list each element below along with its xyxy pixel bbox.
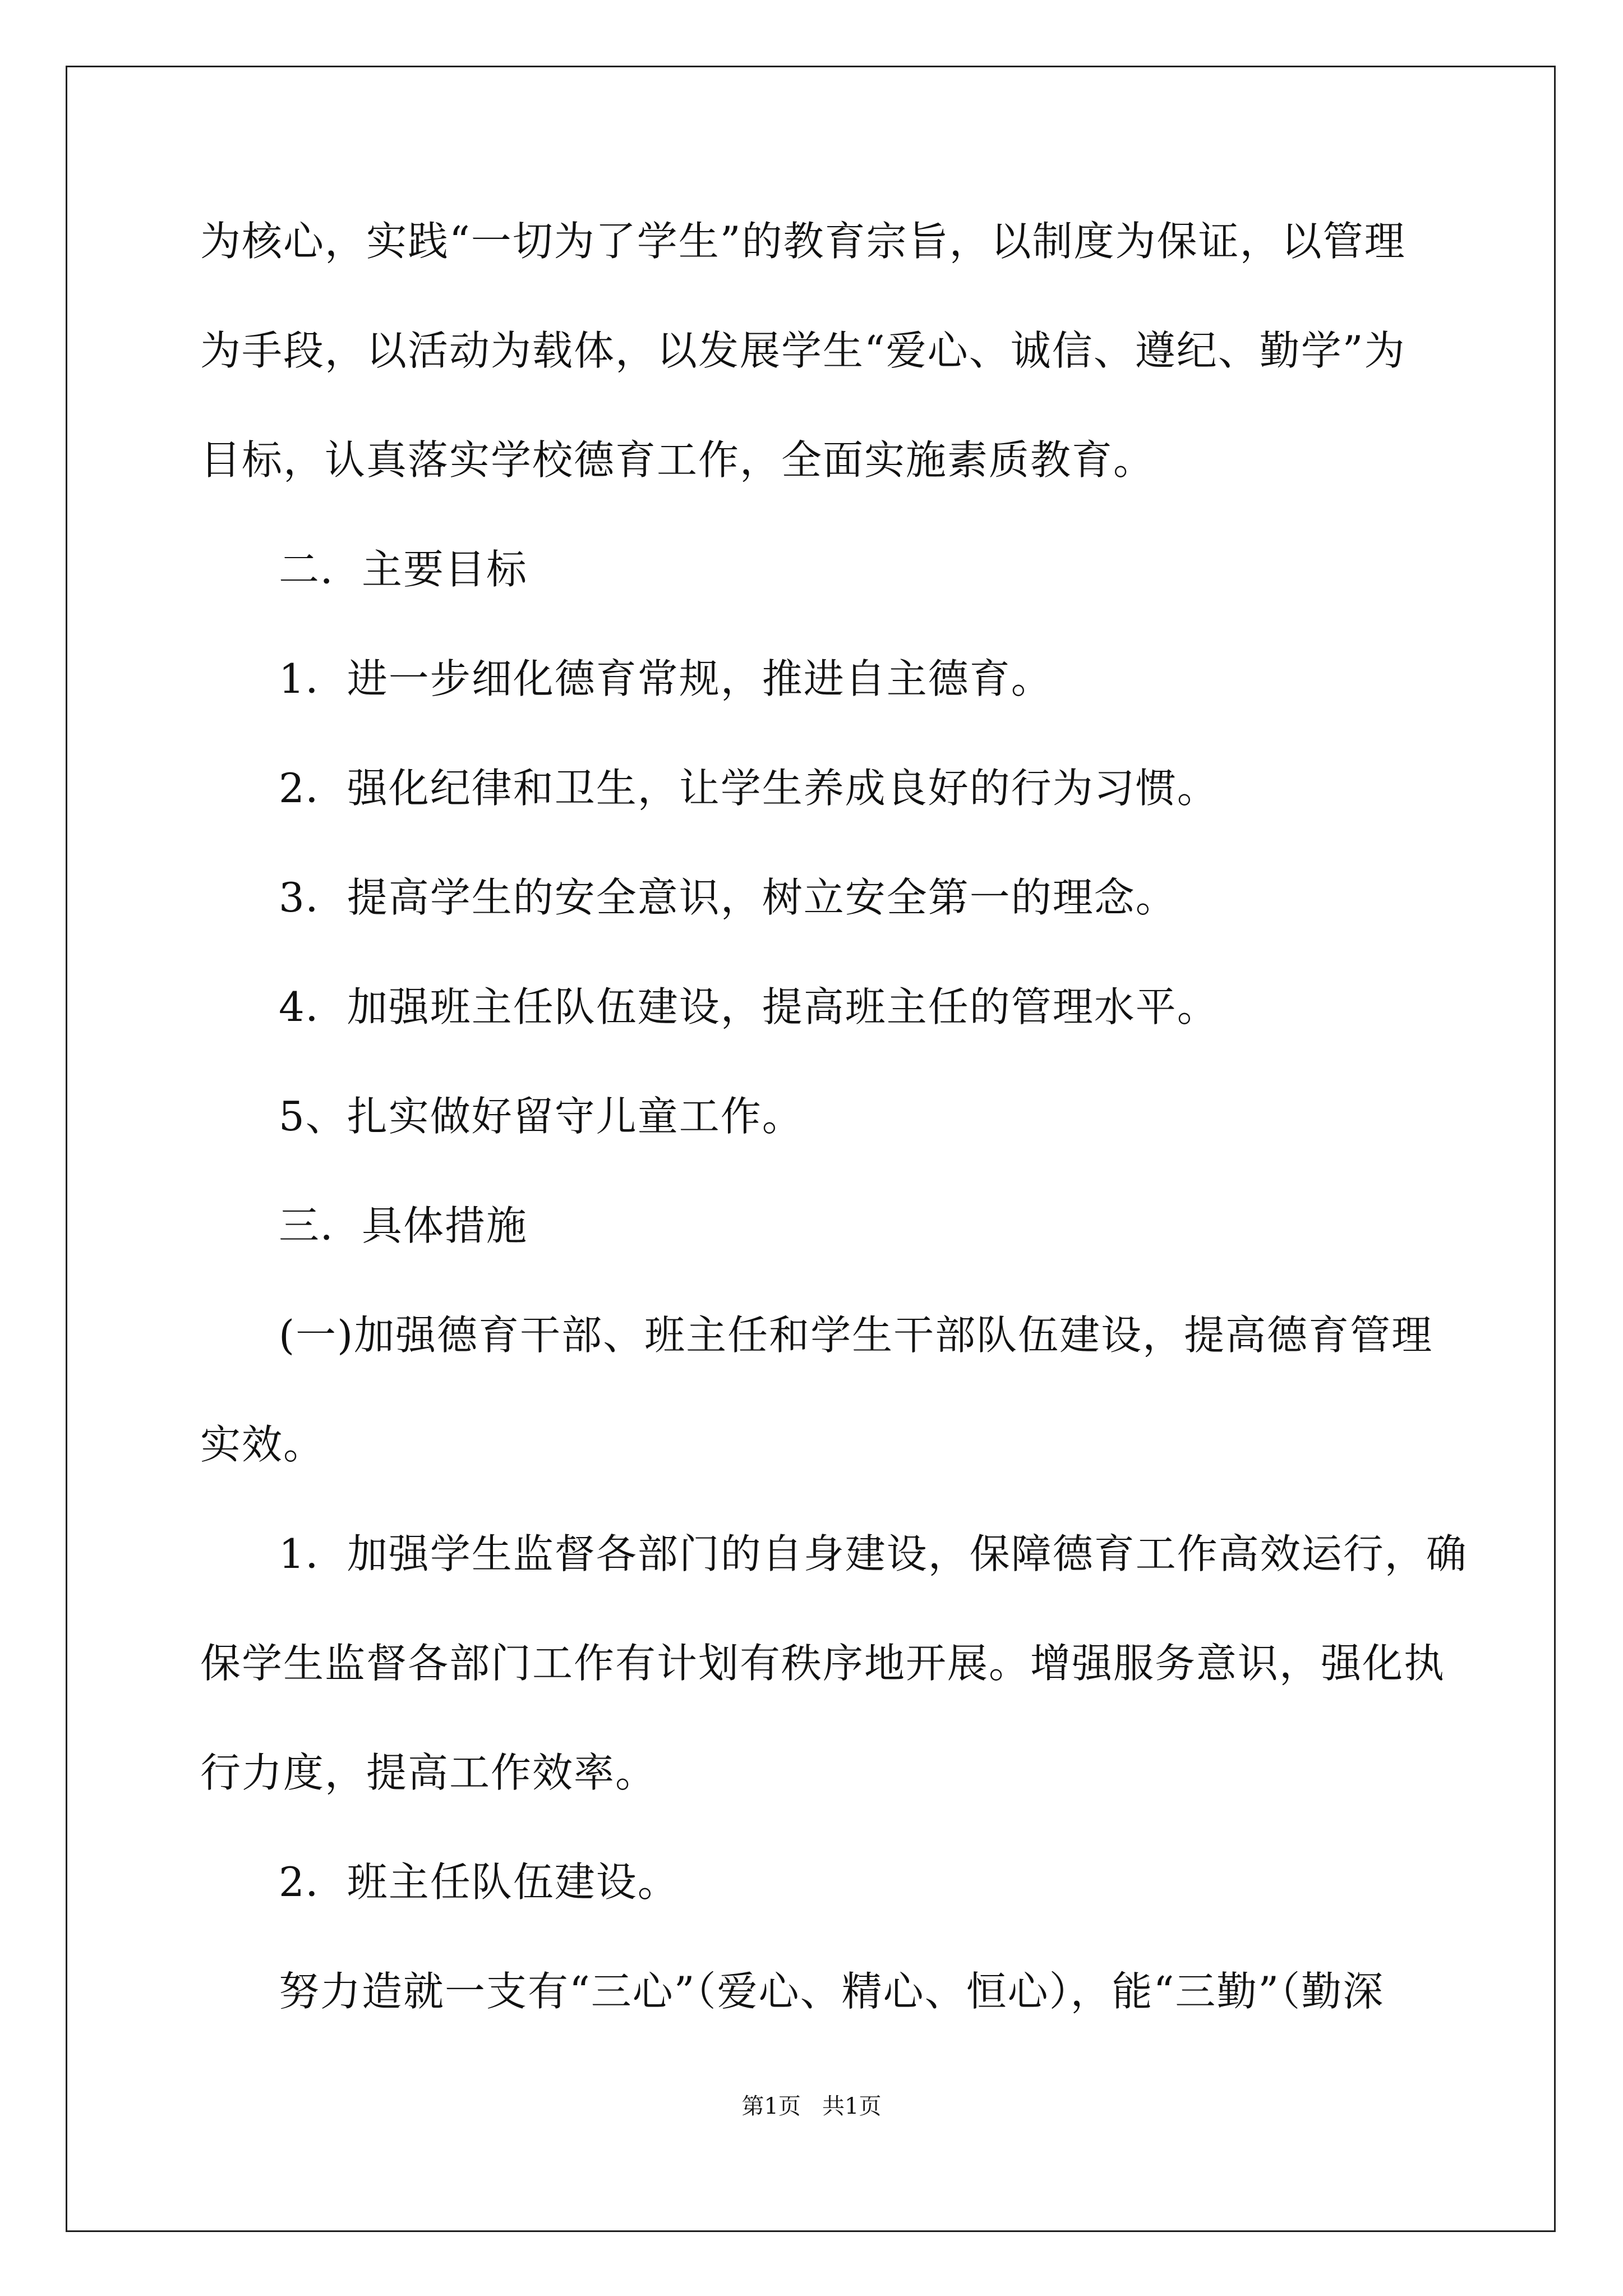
body-line: 1．加强学生监督各部门的自身建设，保障德育工作高效运行，确 (279, 1530, 1468, 1577)
section-heading: 三．具体措施 (279, 1202, 528, 1249)
page-footer: 第1页 共1页 (741, 2093, 882, 2119)
body-line: 实效。 (200, 1421, 325, 1468)
body-line: 为核心，实践“一切为了学生”的教育宗旨，以制度为保证，以管理 (200, 218, 1406, 265)
list-item: 1．进一步细化德育常规，推进自主德育。 (279, 655, 1053, 702)
body-line: (一)加强德育干部、班主任和学生干部队伍建设，提高德育管理 (279, 1312, 1433, 1359)
section-heading: 二．主要目标 (279, 546, 528, 593)
body-line: 行力度，提高工作效率。 (200, 1749, 657, 1796)
list-item: 3．提高学生的安全意识，树立安全第一的理念。 (279, 874, 1177, 921)
body-line: 努力造就一支有“三心”（爱心、精心、恒心），能“三勤”（勤深 (279, 1968, 1385, 2015)
body-line: 保学生监督各部门工作有计划有秩序地开展。增强服务意识，强化执 (200, 1640, 1446, 1687)
list-item: 2．班主任队伍建设。 (279, 1858, 679, 1906)
body-line: 目标，认真落实学校德育工作，全面实施素质教育。 (200, 436, 1155, 484)
body-line: 为手段，以活动为载体，以发展学生“爱心、诚信、遵纪、勤学”为 (200, 327, 1406, 374)
list-item: 5、扎实做好留守儿童工作。 (279, 1093, 804, 1140)
list-item: 2．强化纪律和卫生，让学生养成良好的行为习惯。 (279, 765, 1219, 812)
list-item: 4．加强班主任队伍建设，提高班主任的管理水平。 (279, 983, 1219, 1030)
